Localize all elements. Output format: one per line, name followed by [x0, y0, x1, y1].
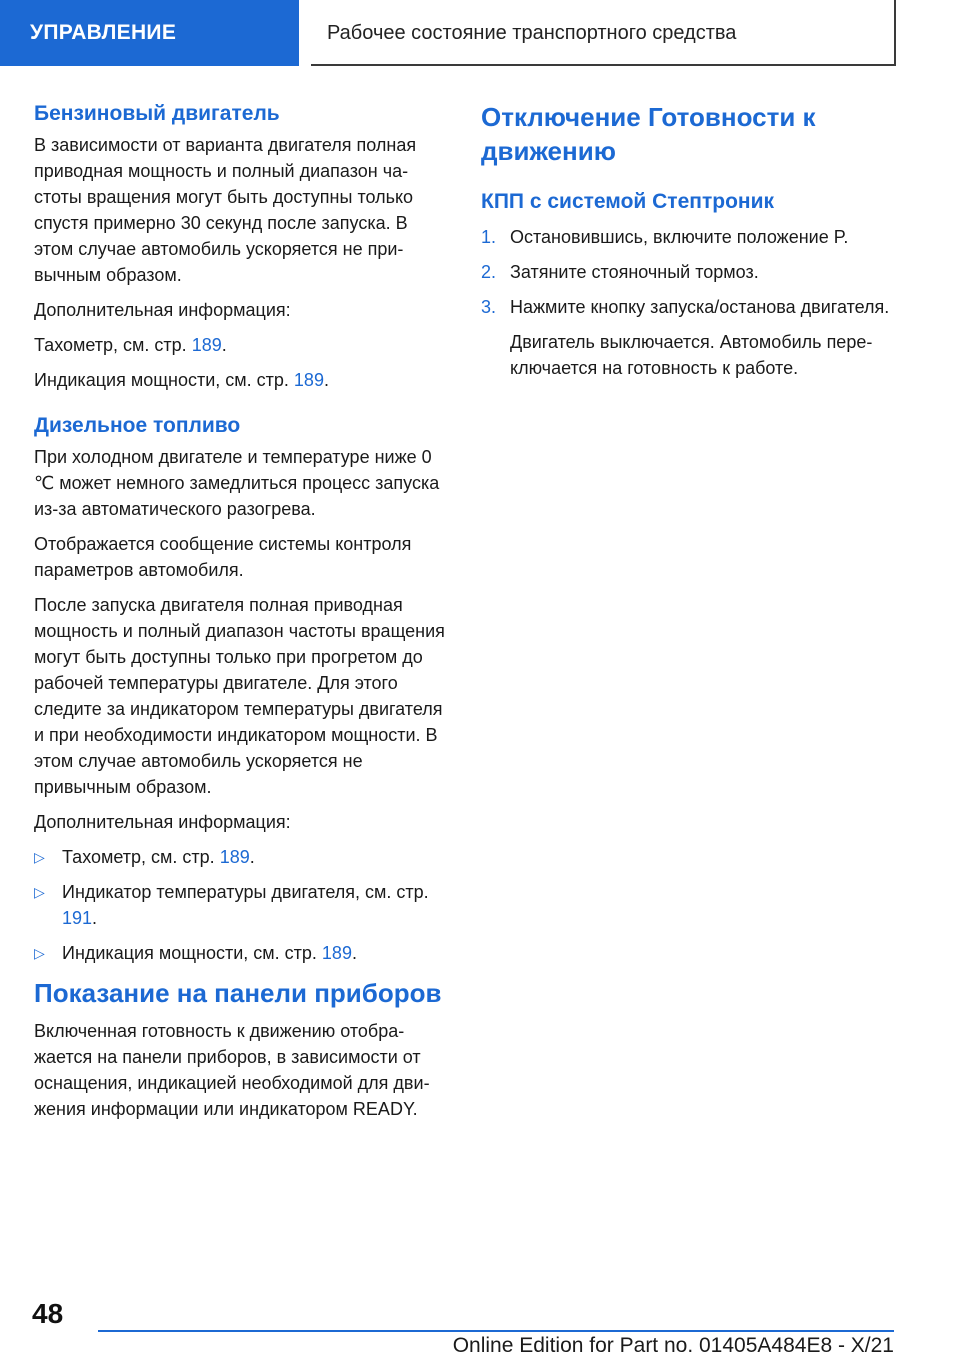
footer-divider	[98, 1330, 894, 1332]
triangle-bullet-icon: ▷	[34, 849, 45, 865]
step-number: 1.	[481, 227, 497, 247]
diesel-reference-list	[34, 844, 446, 966]
footer-edition: Online Edition for Part no. 01405A484E8 - X/21	[452, 1334, 894, 1357]
steptronic-subheading: КПП с системой Стептроник	[481, 190, 774, 213]
page-link-191[interactable]: 191	[62, 908, 93, 928]
step-number: 3.	[481, 297, 497, 317]
petrol-ref-tachometer: Тахометр, см. стр. 189.	[34, 335, 227, 355]
off-heading: Отключение Готовности к движению	[481, 102, 816, 166]
page-link-189[interactable]: 189	[321, 943, 352, 963]
step-item: 3. Нажмите кнопку запуска/останова двигателя.	[481, 294, 901, 320]
diesel-paragraph-1: При холодном двигателе и температуре ниже 0 ℃ может немного замедлиться процесс запуска из-за автоматического разогрева.	[34, 447, 440, 519]
panel-heading: Показание на панели приборов	[34, 978, 442, 1008]
page-number: 48	[32, 1298, 64, 1329]
petrol-heading: Бензиновый двигатель	[34, 102, 280, 125]
list-item: ▷ Индикатор температуры двигателя, см. стр. 191.	[34, 879, 446, 931]
chapter-title: Рабочее состояние транспортного средства	[311, 0, 896, 66]
step-item: 1. Остановившись, включите положение P.	[481, 224, 901, 250]
diesel-more-info: Дополнительная информация:	[34, 812, 291, 832]
list-item: ▷ Индикация мощности, см. стр. 189.	[34, 940, 446, 966]
triangle-bullet-icon: ▷	[34, 884, 45, 900]
step-result-note: Двигатель выключается. Автомобиль переключается на готовность к работе.	[510, 332, 873, 378]
list-item: ▷ Тахометр, см. стр. 189.	[34, 844, 446, 870]
steps-list	[481, 224, 901, 320]
page-link-189[interactable]: 189	[191, 335, 222, 355]
petrol-more-info: Дополнительная информация:	[34, 300, 291, 320]
diesel-paragraph-2: Отображается сообщение системы контроля параметров автомобиля.	[34, 534, 412, 580]
left-column	[34, 100, 446, 1131]
step-number: 2.	[481, 262, 497, 282]
diesel-paragraph-3: После запуска двигателя полная приводная мощность и полный диапазон частоты вращения могут быть доступны только при прогретом до рабочей температуры двигателе. Для этого следите за индикатором температуры двигателя и при необходимости индикатором мощности. В этом случае автомобиль ускоряется не привычным образом.	[34, 595, 445, 797]
step-item: 2. Затяните стояночный тормоз.	[481, 259, 901, 285]
petrol-paragraph: В зависимости от варианта двигателя полная приводная мощность и полный диапазон частоты вращения могут быть доступны только спустя примерно 30 секунд после запуска. В этом случае автомобиль ускоряется не привычным образом.	[34, 135, 417, 285]
right-column	[481, 100, 901, 381]
diesel-heading: Дизельное топливо	[34, 414, 241, 437]
page-link-189[interactable]: 189	[293, 370, 324, 390]
section-tab: УПРАВЛЕНИЕ	[0, 0, 299, 66]
page-link-189[interactable]: 189	[219, 847, 250, 867]
triangle-bullet-icon: ▷	[34, 945, 45, 961]
panel-paragraph: Включенная готовность к движению отображается на панели приборов, в зависимости от оснащения, индикацией необходимой для движения информации или индикатором READY.	[34, 1021, 430, 1119]
petrol-ref-power: Индикация мощности, см. стр. 189.	[34, 370, 329, 390]
